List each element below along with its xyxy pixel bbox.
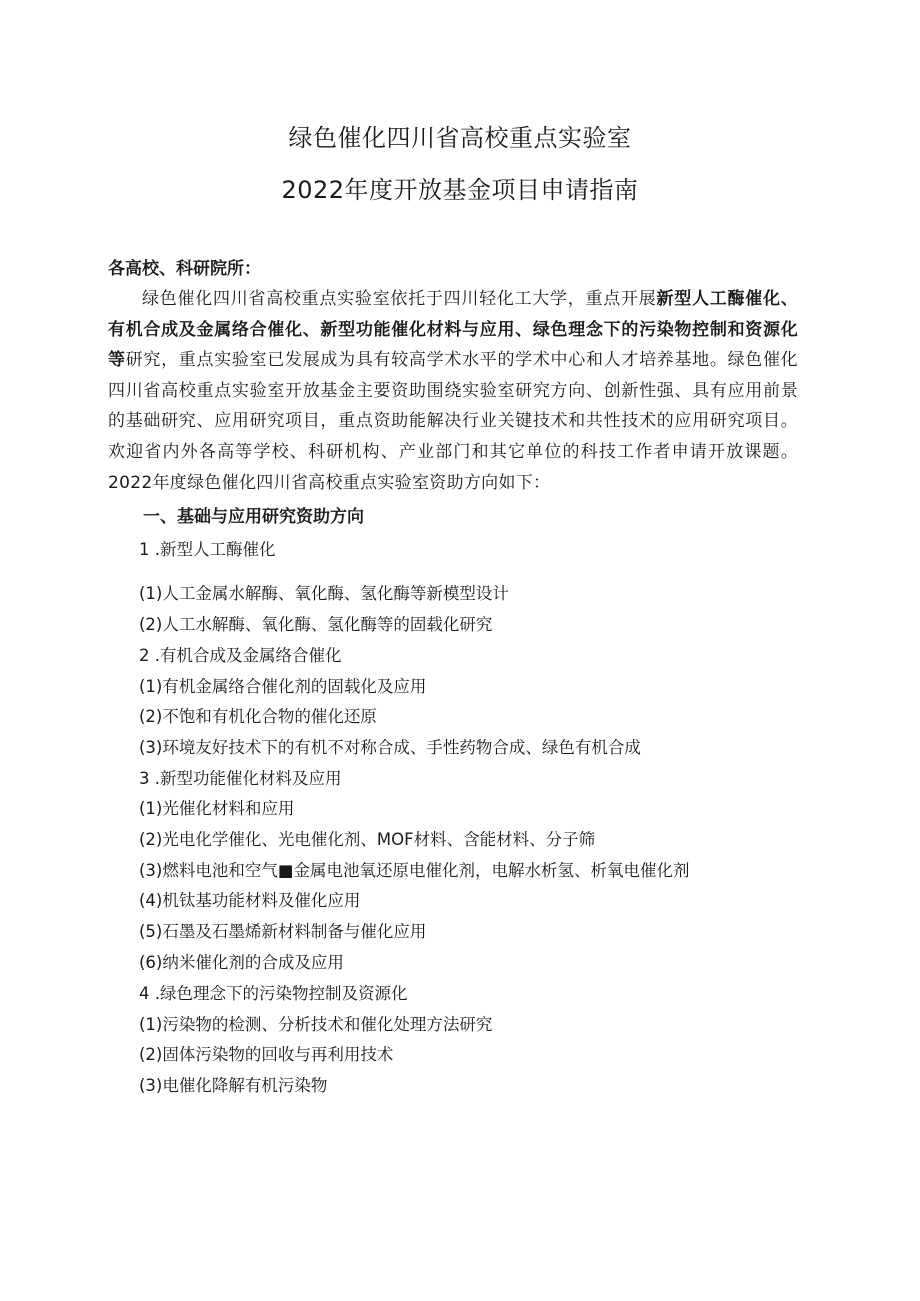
document-title-line2: 2022年度开放基金项目申请指南 xyxy=(281,176,639,204)
topic-heading-3: 3 .新型功能催化材料及应用 xyxy=(139,769,342,788)
list-item: (2)固体污染物的回收与再利用技术 xyxy=(139,1045,394,1064)
list-item: (1)污染物的检测、分析技术和催化处理方法研究 xyxy=(139,1015,493,1034)
salutation: 各高校、科研院所： xyxy=(108,259,261,279)
document-title-line1: 绿色催化四川省高校重点实验室 xyxy=(288,124,632,152)
list-item: (4)机钛基功能材料及催化应用 xyxy=(139,891,361,910)
list-item: (3)电催化降解有机污染物 xyxy=(139,1076,328,1095)
list-item: (2)光电化学催化、光电催化剂、MOF材料、含能材料、分子筛 xyxy=(139,830,596,849)
intro-text-part2: 研究，重点实验室已发展成为具有较高学术水平的学术中心和人才培养基地。绿色催化四川省高校重点实验室开放基金主要资助围绕实验室研究方向、创新性强、具有应用前景的基础研究、应用研究项目，重点资助能解决行业关键技术和共性技术的应用研究项目。欢迎省内外各高等学校、科研机构、产业部门和其它单位的科技工作者申请开放课题。2022年度绿色催化四川省高校重点实验室资助方向如下： xyxy=(108,350,798,493)
section-heading-basic-applied-research: 一、基础与应用研究资助方向 xyxy=(143,507,364,527)
intro-text-part1: 绿色催化四川省高校重点实验室依托于四川轻化工大学，重点开展 xyxy=(142,289,657,309)
list-item: (3)燃料电池和空气■金属电池氧还原电催化剂，电解水析氢、析氧电催化剂 xyxy=(139,861,690,880)
list-item: (1)人工金属水解酶、氧化酶、氢化酶等新模型设计 xyxy=(139,584,509,603)
topic-heading-4: 4 .绿色理念下的污染物控制及资源化 xyxy=(139,984,408,1003)
intro-paragraph xyxy=(108,284,798,498)
list-item: (2)人工水解酶、氧化酶、氢化酶等的固载化研究 xyxy=(139,615,493,634)
topic-heading-1: 1 .新型人工酶催化 xyxy=(139,540,276,559)
list-item: (2)不饱和有机化合物的催化还原 xyxy=(139,707,377,726)
list-item: (6)纳米催化剂的合成及应用 xyxy=(139,953,344,972)
list-item: (1)有机金属络合催化剂的固载化及应用 xyxy=(139,677,427,696)
list-item: (3)环境友好技术下的有机不对称合成、手性药物合成、绿色有机合成 xyxy=(139,738,641,757)
list-item: (5)石墨及石墨烯新材料制备与催化应用 xyxy=(139,922,427,941)
intro-research-directions: 新型人工酶催化、有机合成及金属络合催化、新型功能催化材料与应用、绿色理念下的污染物控制和资源化等 xyxy=(108,289,798,371)
topic-heading-2: 2 .有机合成及金属络合催化 xyxy=(139,646,342,665)
list-item: (1)光催化材料和应用 xyxy=(139,799,295,818)
